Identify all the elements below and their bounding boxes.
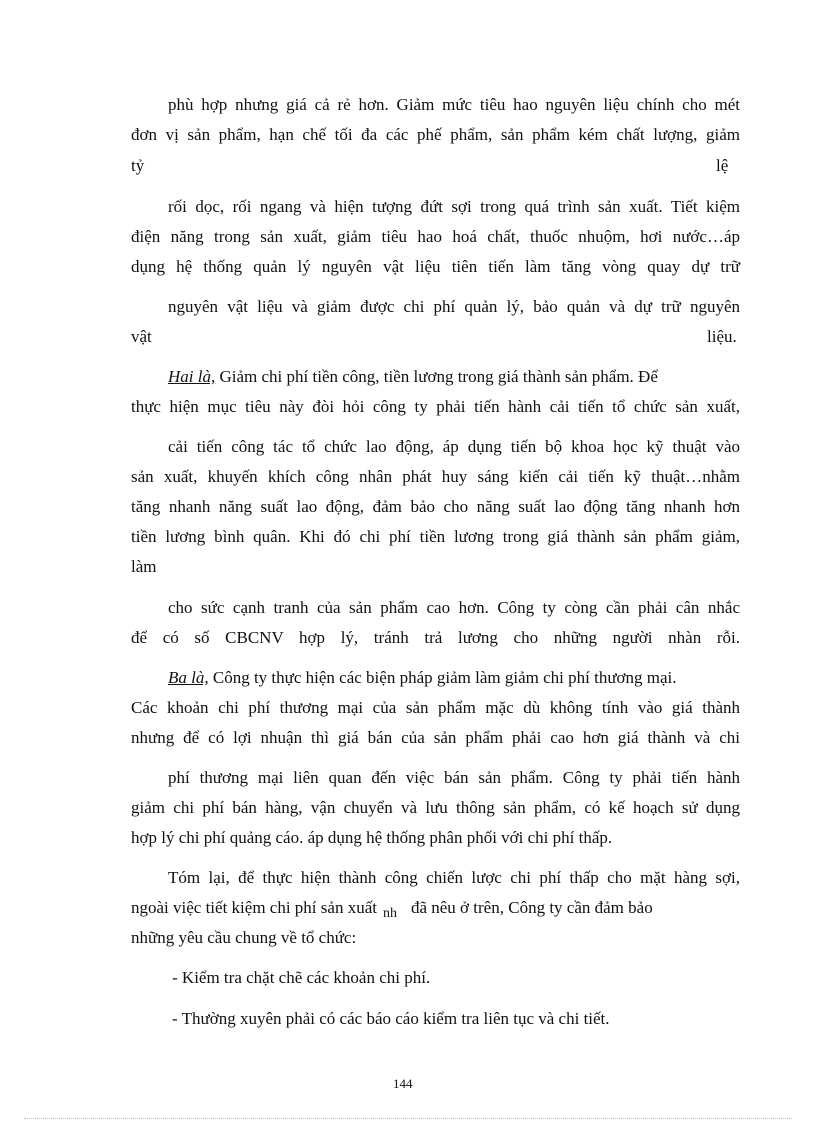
text-line: hợp lý chi phí quảng cáo. áp dụng hệ thống phân phối với chi phí thấp.: [131, 828, 613, 847]
text-line: phí thương mại liên quan đến việc bán sản phẩm. Công ty phải tiến hành: [168, 768, 740, 787]
text-line: Các khoản chi phí thương mại của sản phẩm mặc dù không tính vào giá thành: [131, 698, 740, 717]
heading-ba-la: Ba là,: [168, 668, 209, 687]
text-line: cho sức cạnh tranh của sản phẩm cao hơn. Công ty còng cần phải cân nhắc: [168, 598, 740, 617]
paragraph-hai-la: [168, 366, 740, 388]
text-line: những yêu cầu chung về tổ chức:: [131, 928, 357, 947]
text-span: đã nêu ở trên, Công ty cần đảm bảo: [410, 898, 653, 917]
text-line: làm: [131, 557, 157, 576]
text-line: sản xuất, khuyến khích công nhân phát huy sáng kiến cải tiến kỹ thuật…nhằm: [131, 467, 740, 486]
text-line: đơn vị sản phẩm, hạn chế tối đa các phế phẩm, sản phẩm kém chất lượng, giảm: [131, 125, 740, 144]
text-span: Công ty thực hiện các biện pháp giảm làm giảm chi phí thương mại.: [208, 668, 677, 687]
page-number: 144: [393, 1076, 413, 1091]
text-span: Giảm chi phí tiền công, tiền lương trong giá thành sản phẩm. Để: [215, 367, 658, 386]
text-span: ngoài việc tiết kiệm chi phí sản xuất: [131, 898, 377, 917]
text-line: dụng hệ thống quản lý nguyên vật liệu tiên tiến làm tăng vòng quay dự trữ: [131, 257, 740, 276]
text-line: [131, 897, 653, 921]
text-line: thực hiện mục tiêu này đòi hỏi công ty phải tiến hành cải tiến tổ chức sản xuất,: [131, 397, 740, 416]
text-line: Tóm lại, để thực hiện thành công chiến lược chi phí thấp cho mặt hàng sợi,: [168, 868, 740, 887]
text-line: lệ: [716, 156, 729, 175]
text-line: tỷ: [131, 156, 145, 175]
text-line: giảm chi phí bán hàng, vận chuyển và lưu thông sản phẩm, có kế hoạch sử dụng: [131, 798, 740, 817]
text-line: liệu.: [707, 327, 737, 346]
text-line: để có số CBCNV hợp lý, tránh trả lương cho những người nhàn rỗi.: [131, 628, 740, 647]
text-line: nhưng để có lợi nhuận thì giá bán của sản phẩm phải cao hơn giá thành và chi: [131, 728, 740, 747]
text-line: tiền lương bình quân. Khi đó chi phí tiền lương trong giá thành sản phẩm giảm,: [131, 527, 740, 546]
text-line: phù hợp nhưng giá cả rẻ hơn. Giảm mức tiêu hao nguyên liệu chính cho mét: [168, 95, 740, 114]
text-line: nguyên vật liệu và giảm được chi phí quản lý, bảo quản và dự trữ nguyên: [168, 297, 740, 316]
page-divider: [24, 1118, 792, 1119]
heading-hai-la: Hai là,: [168, 367, 216, 386]
text-line: điện năng trong sản xuất, giảm tiêu hao hoá chất, thuốc nhuộm, hơi nước…áp: [131, 227, 740, 246]
text-span-small: nh: [382, 906, 397, 921]
bullet-item: - Kiểm tra chặt chẽ các khoản chi phí.: [172, 968, 431, 987]
bullet-item: - Thường xuyên phải có các báo cáo kiểm tra liên tục và chi tiết.: [172, 1009, 610, 1028]
text-line: tăng nhanh năng suất lao động, đảm bảo cho năng suất lao động tăng nhanh hơn: [131, 497, 740, 516]
text-line: vật: [131, 327, 152, 346]
paragraph-ba-la: [168, 667, 740, 689]
text-line: cải tiến công tác tổ chức lao động, áp dụng tiến bộ khoa học kỹ thuật vào: [168, 437, 740, 456]
text-line: rối dọc, rối ngang và hiện tượng đứt sợi trong quá trình sản xuất. Tiết kiệm: [168, 197, 740, 216]
